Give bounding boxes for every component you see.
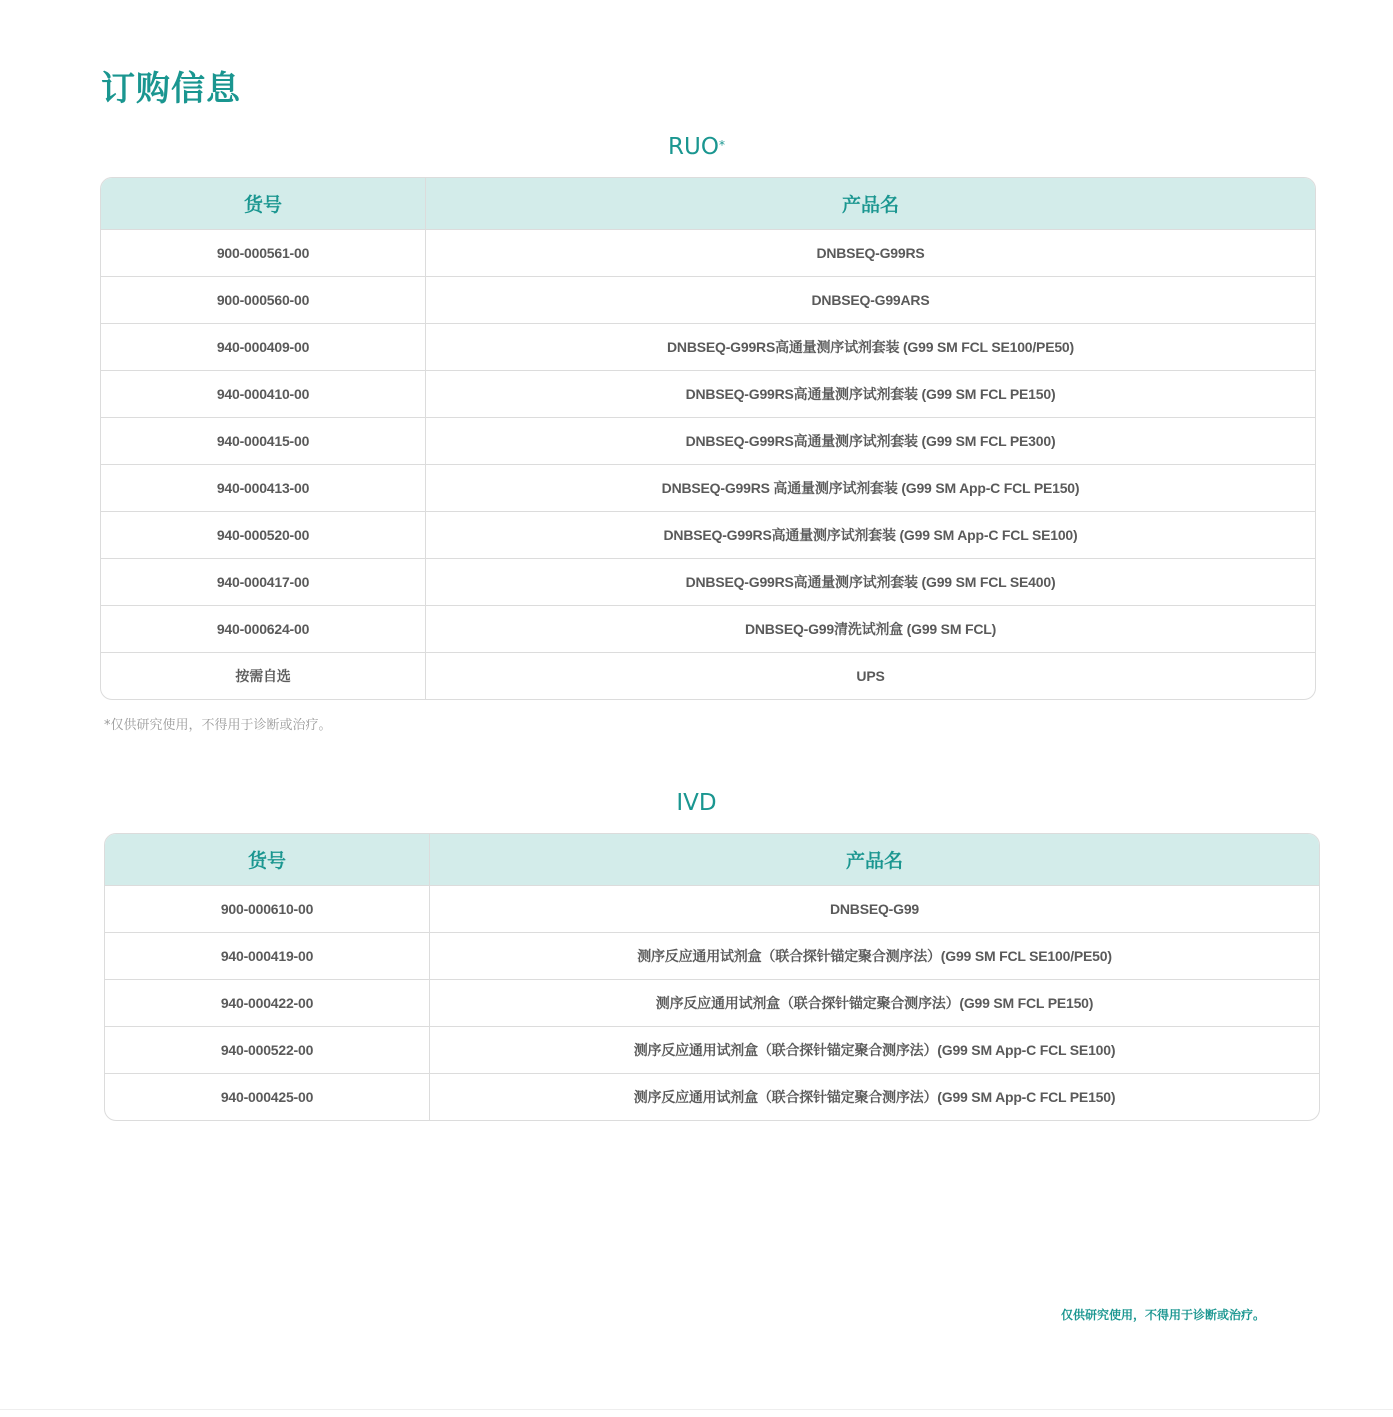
table-row <box>101 512 1315 559</box>
ruo-table <box>100 177 1316 700</box>
table-row <box>101 653 1315 699</box>
product-name-cell: DNBSEQ-G99清洗试剂盒 (G99 SM FCL) <box>744 621 997 637</box>
table-row <box>105 980 1319 1027</box>
table-row <box>101 418 1315 465</box>
product-code-cell: 940-000522-00 <box>105 1027 430 1073</box>
table-row <box>101 559 1315 606</box>
ruo-header-code: 货号 <box>101 178 426 229</box>
ruo-section-title <box>0 132 1393 162</box>
product-name-cell: DNBSEQ-G99RS 高通量测序试剂套装 (G99 SM App-C FCL PE150) <box>661 480 1080 496</box>
product-code-cell: 940-000415-00 <box>101 418 426 464</box>
product-name-cell: DNBSEQ-G99RS高通量测序试剂套装 (G99 SM FCL SE100/PE50) <box>667 339 1074 355</box>
ivd-section-title: IVD <box>676 790 717 816</box>
ivd-table <box>104 833 1320 1121</box>
product-name-cell: DNBSEQ-G99 <box>829 901 920 917</box>
product-code-cell: 900-000610-00 <box>105 886 430 932</box>
product-code-cell: 940-000413-00 <box>101 465 426 511</box>
table-row <box>101 277 1315 324</box>
product-code-cell: 940-000410-00 <box>101 371 426 417</box>
product-name-cell: DNBSEQ-G99RS <box>816 245 925 261</box>
table-row <box>105 933 1319 980</box>
ivd-table-header <box>105 834 1319 886</box>
product-code-cell: 900-000560-00 <box>101 277 426 323</box>
table-row <box>101 606 1315 653</box>
table-row <box>105 1074 1319 1120</box>
ruo-title-text: RUO <box>668 134 719 160</box>
product-code-cell: 940-000425-00 <box>105 1074 430 1120</box>
product-code-cell: 按需自选 <box>101 653 426 699</box>
ruo-header-name: 产品名 <box>841 194 899 216</box>
product-name-cell: DNBSEQ-G99RS高通量测序试剂套装 (G99 SM App-C FCL SE100) <box>663 527 1078 543</box>
ruo-table-body <box>101 230 1315 699</box>
ivd-header-code: 货号 <box>105 834 430 885</box>
ivd-table-body <box>105 886 1319 1120</box>
product-code-cell: 900-000561-00 <box>101 230 426 276</box>
product-name-cell: DNBSEQ-G99RS高通量测序试剂套装 (G99 SM FCL SE400) <box>685 574 1056 590</box>
product-name-cell: DNBSEQ-G99RS高通量测序试剂套装 (G99 SM FCL PE300) <box>685 433 1056 449</box>
product-name-cell: DNBSEQ-G99ARS <box>811 292 930 308</box>
product-name-cell: UPS <box>856 668 885 684</box>
product-code-cell: 940-000422-00 <box>105 980 430 1026</box>
footnote: *仅供研究使用，不得用于诊断或治疗。 <box>104 718 332 733</box>
table-row <box>105 1027 1319 1074</box>
product-code-cell: 940-000624-00 <box>101 606 426 652</box>
table-row <box>101 371 1315 418</box>
table-row <box>105 886 1319 933</box>
product-name-cell: 测序反应通用试剂盒（联合探针锚定聚合测序法）(G99 SM FCL PE150) <box>655 995 1094 1011</box>
product-name-cell: 测序反应通用试剂盒（联合探针锚定聚合测序法）(G99 SM App-C FCL PE150) <box>633 1089 1116 1105</box>
ivd-header-name: 产品名 <box>845 850 903 872</box>
product-code-cell: 940-000520-00 <box>101 512 426 558</box>
table-row <box>101 465 1315 512</box>
product-code-cell: 940-000417-00 <box>101 559 426 605</box>
bottom-divider <box>0 1409 1393 1410</box>
product-code-cell: 940-000409-00 <box>101 324 426 370</box>
page-title: 订购信息 <box>101 69 241 109</box>
ruo-title-mark: * <box>718 138 725 152</box>
product-name-cell: 测序反应通用试剂盒（联合探针锚定聚合测序法）(G99 SM FCL SE100/PE50) <box>637 948 1112 964</box>
footer-note: 仅供研究使用，不得用于诊断或治疗。 <box>1061 1308 1266 1322</box>
ruo-table-header <box>101 178 1315 230</box>
table-row <box>101 230 1315 277</box>
product-name-cell: 测序反应通用试剂盒（联合探针锚定聚合测序法）(G99 SM App-C FCL SE100) <box>633 1042 1116 1058</box>
product-code-cell: 940-000419-00 <box>105 933 430 979</box>
table-row <box>101 324 1315 371</box>
product-name-cell: DNBSEQ-G99RS高通量测序试剂套装 (G99 SM FCL PE150) <box>685 386 1056 402</box>
